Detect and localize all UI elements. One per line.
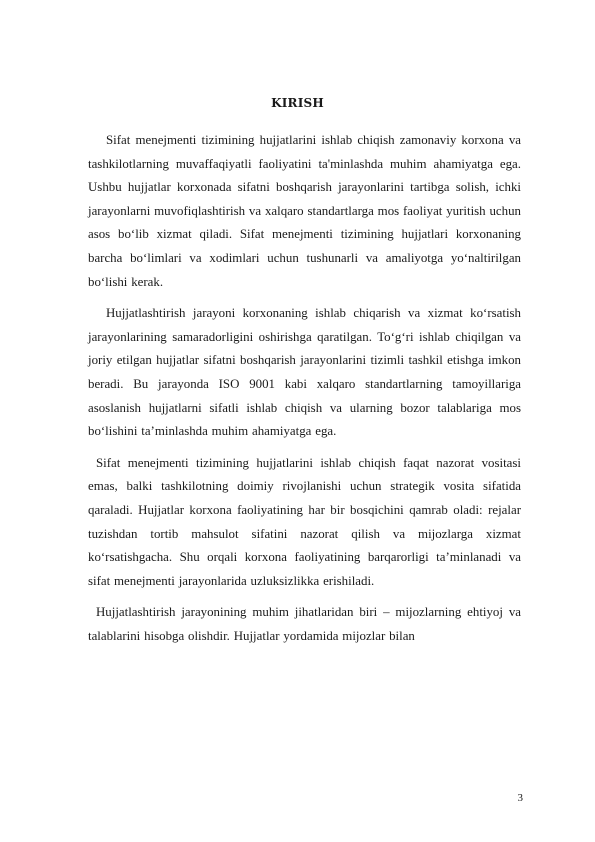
- paragraph-2: Hujjatlashtirish jarayoni korxonaning ishlab chiqarish va xizmat ko‘rsatish jarayonlarining samaradorligini oshirishga qaratilgan. To‘g‘ri ishlab chiqilgan va joriy etilgan hujjatlar sifatni boshqarish jarayonlarini tizimli tashkil etishga imkon beradi. Bu jarayonda ISO 9001 kabi xalqaro standartlarning tamoyillariga asoslanish hujjatlarni sifatli ishlab chiqish va ularning bozor talablariga mos bo‘lishini ta’minlashda muhim ahamiyatga ega.: [88, 306, 521, 439]
- paragraph-1: Sifat menejmenti tizimining hujjatlarini ishlab chiqish zamonaviy korxona va tashkilotlarning muvaffaqiyatli faoliyatini ta'minlashda muhim ahamiyatga ega. Ushbu hujjatlar korxonada sifatni boshqarish jarayonlarini tartibga solish, ichki jarayonlarni muvofiqlashtirish va xalqaro standartlarga mos faoliyat yuritish uchun asos bo‘lib xizmat qiladi. Sifat menejmenti tizimining hujjatlari korxonaning barcha bo‘limlari va xodimlari uchun tushunarli va amaliyotga yo‘naltirilgan bo‘lishi kerak.: [88, 133, 521, 289]
- paragraph-4: Hujjatlashtirish jarayonining muhim jihatlaridan biri – mijozlarning ehtiyoj va talablarini hisobga olishdir. Hujjatlar yordamida mijozlar bilan: [88, 605, 521, 643]
- page-number: 3: [517, 792, 523, 804]
- paragraph-3: Sifat menejmenti tizimining hujjatlarini ishlab chiqish faqat nazorat vositasi emas, balki tashkilotning doimiy rivojlanishi uchun strategik vosita sifatida qaraladi. Hujjatlar korxona faoliyatining har bir bosqichini qamrab oladi: rejalar tuzishdan tortib mahsulot sifatini nazorat qilish va mijozlarga xizmat ko‘rsatishgacha. Shu orqali korxona faoliyatining barqarorligi ta’minlanadi va sifat menejmenti jarayonlarida uzluksizlikka erishiladi.: [88, 455, 521, 588]
- section-heading: KIRISH: [271, 96, 324, 110]
- body-text: [88, 129, 521, 648]
